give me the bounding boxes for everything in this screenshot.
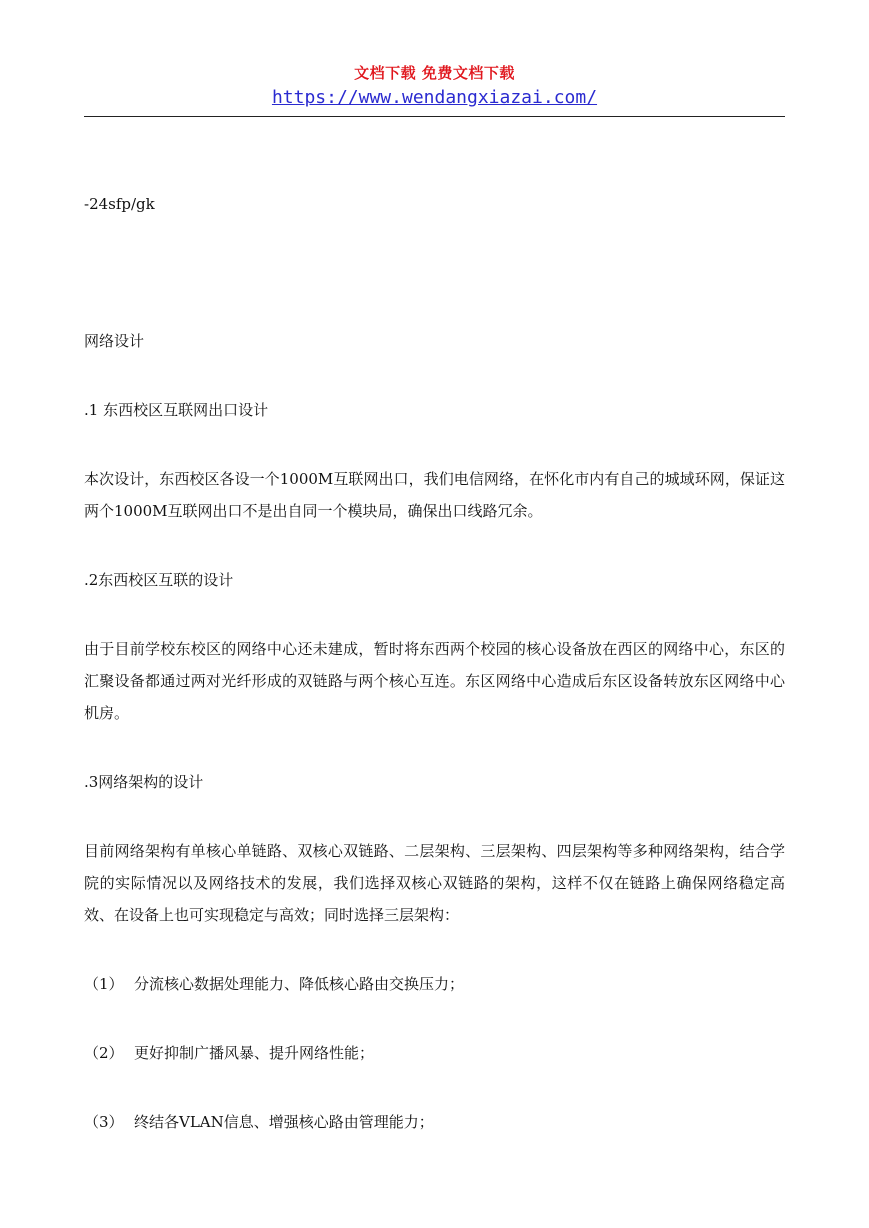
list-item-number: （2） (84, 1044, 124, 1062)
section-1-paragraph: 本次设计，东西校区各设一个1000M互联网出口，我们电信网络，在怀化市内有自己的城域环网，保证这两个1000M互联网出口不是出自同一个模块局，确保出口线路冗余。 (84, 470, 785, 520)
list-item-text: 终结各VLAN信息、增强核心路由管理能力； (134, 1113, 434, 1131)
document-body (84, 188, 785, 1138)
section-title: 网络设计 (84, 332, 145, 350)
section-2-paragraph: 由于目前学校东校区的网络中心还未建成，暂时将东西两个校园的核心设备放在西区的网络中心，东区的汇聚设备都通过两对光纤形成的双链路与两个核心互连。东区网络中心造成后东区设备转放东区网络中心机房。 (84, 640, 785, 722)
doc-code: -24sfp/gk (84, 195, 155, 213)
list-item (84, 968, 785, 1000)
section-3-heading: .3网络架构的设计 (84, 773, 204, 791)
section-3-paragraph: 目前网络架构有单核心单链路、双核心双链路、二层架构、三层架构、四层架构等多种网络架构，结合学院的实际情况以及网络技术的发展，我们选择双核心双链路的架构，这样不仅在链路上确保网络稳定高效、在设备上也可实现稳定与高效；同时选择三层架构： (84, 842, 785, 924)
list-item-text: 更好抑制广播风暴、提升网络性能； (134, 1044, 375, 1062)
list-item-text: 分流核心数据处理能力、降低核心路由交换压力； (134, 975, 465, 993)
list-item-number: （1） (84, 975, 124, 993)
section-2-heading: .2东西校区互联的设计 (84, 571, 234, 589)
list-item-number: （3） (84, 1113, 124, 1131)
list-item (84, 1037, 785, 1069)
header-divider (84, 116, 785, 117)
list-item (84, 1106, 785, 1138)
header-title: 文档下载 免费文档下载 (354, 64, 515, 82)
header-link[interactable]: https://www.wendangxiazai.com/ (271, 87, 598, 108)
page-header (84, 62, 785, 110)
section-1-heading: .1 东西校区互联网出口设计 (84, 401, 269, 419)
